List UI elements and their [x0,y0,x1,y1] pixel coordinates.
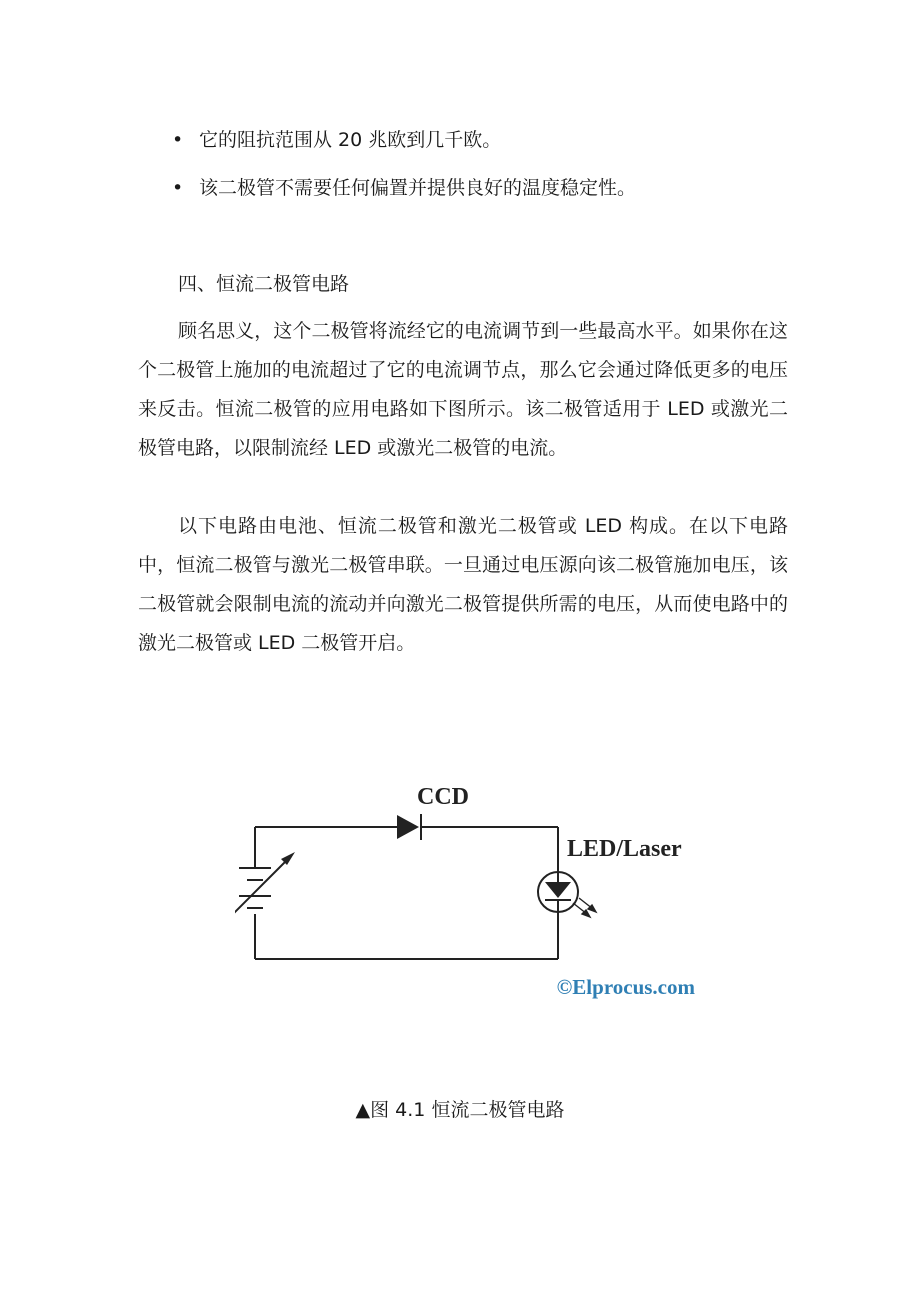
circuit-figure [235,772,715,1012]
circuit-diagram [235,772,715,1012]
bullet-icon: • [172,129,184,151]
bullet-text: 它的阻抗范围从 20 兆欧到几千欧。 [199,129,502,151]
figure-caption: ▲图 4.1 恒流二极管电路 [355,1099,565,1121]
elprocus-watermark: ©Elprocus.com [556,975,695,999]
paragraph-circuit: 以下电路由电池、恒流二极管和激光二极管或 LED 构成。在以下电路中，恒流二极管与激光二极管串联。一旦通过电压源向该二极管施加电压，该二极管就会限制电流的流动并向激光二极管提供所需的电压，从而使电路中的激光二极管或 LED 二极管开启。 [138,515,788,654]
bullet-item-impedance [172,126,812,154]
section-heading: 四、恒流二极管电路 [178,273,350,295]
ccd-label: CCD [417,784,469,810]
led-laser-label: LED/Laser [567,836,682,862]
bullet-list [172,126,812,222]
bullet-text: 该二极管不需要任何偏置并提供良好的温度稳定性。 [199,177,637,199]
bullet-icon: • [172,177,184,199]
bullet-item-stability [172,174,812,202]
paragraph-intro: 顾名思义，这个二极管将流经它的电流调节到一些最高水平。如果你在这个二极管上施加的电流超过了它的电流调节点，那么它会通过降低更多的电压来反击。恒流二极管的应用电路如下图所示。该二极管适用于 LED 或激光二极管电路，以限制流经 LED 或激光二极管的电流。 [138,320,788,459]
